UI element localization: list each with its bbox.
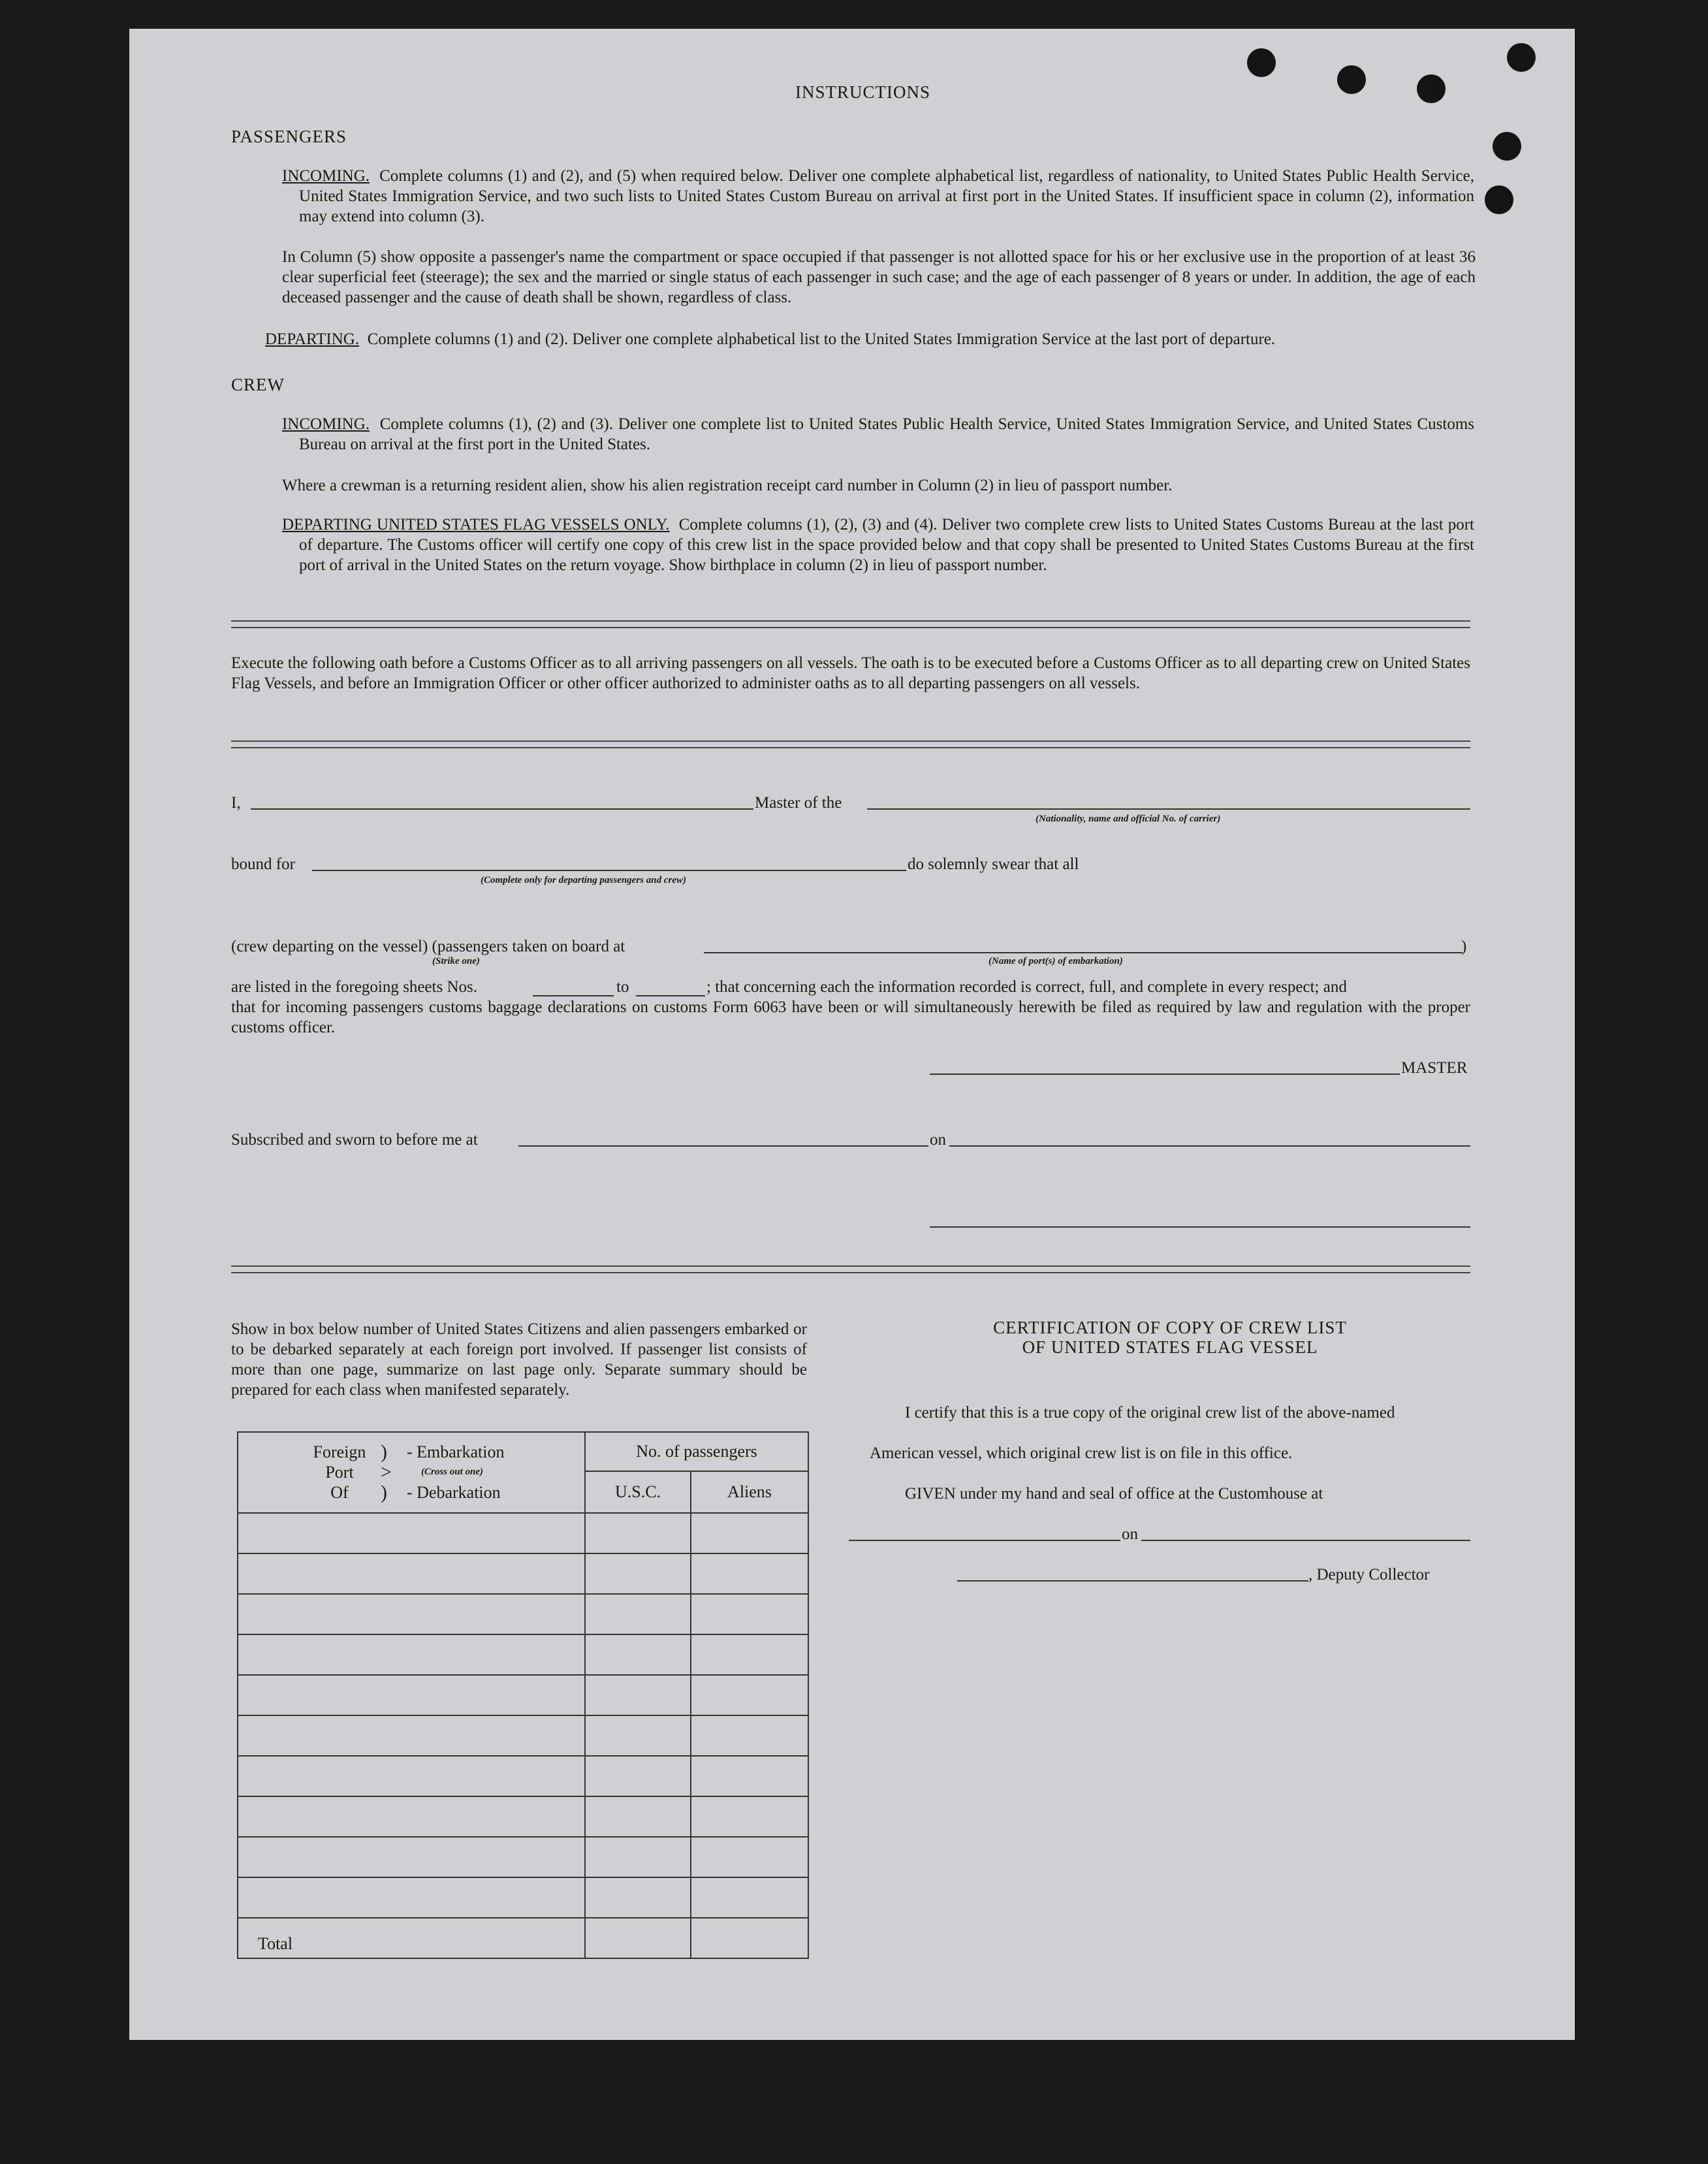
port-cell[interactable] <box>238 1634 585 1675</box>
usc-cell[interactable] <box>585 1715 691 1756</box>
table-row <box>238 1796 808 1837</box>
deputy-collector-label: , Deputy Collector <box>1308 1566 1430 1583</box>
aliens-cell[interactable] <box>691 1756 808 1796</box>
usc-cell[interactable] <box>585 1877 691 1918</box>
oath-swear: do solemnly swear that all <box>908 855 1079 873</box>
passengers-incoming-label: INCOMING. <box>282 167 370 185</box>
no-passengers-header: No. of passengers <box>585 1432 808 1471</box>
embarkation-port-field[interactable] <box>704 952 1463 953</box>
passengers-departing <box>265 329 1476 349</box>
certification-title-1: CERTIFICATION OF COPY OF CREW LIST <box>993 1318 1347 1337</box>
listed-b: ; that concerning each the information recorded is correct, full, and complete in every respect; and <box>706 978 1347 996</box>
oath-subscribed: Subscribed and sworn to before me at <box>231 1131 478 1149</box>
table-row <box>238 1675 808 1715</box>
aliens-total-cell[interactable] <box>691 1918 808 1958</box>
port-cell[interactable] <box>238 1877 585 1918</box>
oath-on: on <box>930 1131 946 1149</box>
section-divider <box>231 740 1470 748</box>
certification-given: GIVEN under my hand and seal of office at the Customhouse at <box>905 1485 1323 1503</box>
section-divider <box>231 1265 1470 1273</box>
crew-resident: Where a crewman is a returning resident alien, show his alien registration receipt card number in Column (2) in lieu of passport number. <box>282 477 1173 494</box>
usc-cell[interactable] <box>585 1837 691 1877</box>
usc-total-cell[interactable] <box>585 1918 691 1958</box>
port-cell[interactable] <box>238 1553 585 1594</box>
usc-cell[interactable] <box>585 1634 691 1675</box>
table-row <box>238 1756 808 1796</box>
port-cell[interactable] <box>238 1513 585 1553</box>
passengers-column5: In Column (5) show opposite a passenger's name the compartment or space occupied if that passenger is not allotted space for his or her exclusive use in the proportion of at least 36 clear superficial feet (steerage); the sex and the married or single status of each passenger in such case; and the age of each passenger of 8 years or under. In addition, the age of each deceased passenger and the cause of death shall be shown, regardless of class. <box>282 248 1476 306</box>
certification-american: American vessel, which original crew list is on file in this office. <box>870 1444 1293 1462</box>
passengers-departing-text: Complete columns (1) and (2). Deliver one complete alphabetical list to the United States Immigration Service at the last port of departure. <box>367 330 1276 348</box>
punch-hole <box>1417 74 1446 103</box>
embarkation-label: - Embarkation <box>407 1442 505 1461</box>
port-label: Port <box>325 1463 354 1482</box>
passengers-heading: PASSENGERS <box>231 127 347 146</box>
table-row <box>238 1634 808 1675</box>
subscribed-date-field[interactable] <box>949 1145 1470 1147</box>
certification-certify: I certify that this is a true copy of the original crew list of the above-named <box>905 1404 1395 1422</box>
punch-hole <box>1337 65 1366 94</box>
aliens-cell[interactable] <box>691 1675 808 1715</box>
oath-bound-for: bound for <box>231 855 295 873</box>
deputy-signature-field[interactable] <box>957 1580 1308 1582</box>
aliens-cell[interactable] <box>691 1594 808 1634</box>
aliens-cell[interactable] <box>691 1513 808 1553</box>
foreign-port-header <box>238 1432 585 1513</box>
cross-out-note: (Cross out one) <box>421 1467 484 1477</box>
oath-listed-line1 <box>231 977 1470 997</box>
port-cell[interactable] <box>238 1715 585 1756</box>
passengers-departing-label: DEPARTING. <box>265 330 360 348</box>
certification-on: on <box>1122 1525 1138 1543</box>
punch-hole <box>1247 48 1276 77</box>
usc-cell[interactable] <box>585 1513 691 1553</box>
bound-for-field[interactable] <box>312 870 906 871</box>
form-sheet <box>129 29 1575 2040</box>
oath-crew-passengers: (crew departing on the vessel) (passengers taken on board at <box>231 938 625 955</box>
of-label: Of <box>330 1483 349 1502</box>
certification-title-2: OF UNITED STATES FLAG VESSEL <box>1022 1337 1318 1357</box>
aliens-cell[interactable] <box>691 1634 808 1675</box>
brace: ) > ) <box>381 1441 392 1503</box>
oath-listed-line2: that for incoming passengers customs baggage declarations on customs Form 6063 have been or will simultaneously herewith be filed as required by law and regulation with the proper customs officer. <box>231 998 1470 1036</box>
total-row <box>238 1918 808 1958</box>
table-header-row <box>238 1432 808 1471</box>
port-cell[interactable] <box>238 1675 585 1715</box>
oath-instruction: Execute the following oath before a Customs Officer as to all arriving passengers on all vessels. The oath is to be executed before a Customs Officer as to all departing crew on United States Flag Vessels, and before an Immigration Officer or other officer authorized to administer oaths as to all departing passengers on all vessels. <box>231 654 1470 692</box>
total-label: Total <box>238 1918 585 1958</box>
complete-note: (Complete only for departing passengers and crew) <box>481 875 686 885</box>
aliens-header: Aliens <box>691 1471 808 1513</box>
section-divider <box>231 620 1470 628</box>
officer-signature-field[interactable] <box>930 1226 1470 1228</box>
crew-departing-label: DEPARTING UNITED STATES FLAG VESSELS ONLY. <box>282 516 670 533</box>
passengers-incoming <box>282 166 1474 227</box>
aliens-cell[interactable] <box>691 1553 808 1594</box>
master-signature-field[interactable] <box>930 1074 1400 1075</box>
punch-hole <box>1493 132 1521 161</box>
crew-departing-text: Complete columns (1), (2), (3) and (4). Deliver two complete crew lists to United States Customs Bureau at the last port of departure. The Customs officer will certify one copy of this crew list in the space provided below and that copy shall be presented to United States Customs Bureau at the first port of arrival in the United States on the return voyage. Show birthplace in column (2) in lieu of passport number. <box>299 516 1475 574</box>
usc-cell[interactable] <box>585 1756 691 1796</box>
oath-master-of: Master of the <box>755 794 842 812</box>
usc-cell[interactable] <box>585 1796 691 1837</box>
crew-incoming <box>282 414 1474 454</box>
crew-incoming-label: INCOMING. <box>282 415 370 433</box>
debarkation-label: - Debarkation <box>407 1483 501 1502</box>
summary-instruction: Show in box below number of United States Citizens and alien passengers embarked or to be debarked separately at each foreign port involved. If passenger list consists of more than one page, summarize on last page only. Separate summary should be prepared for each class when manifested separately. <box>231 1320 807 1399</box>
master-name-field[interactable] <box>251 808 753 810</box>
passengers-incoming-text: Complete columns (1) and (2), and (5) when required below. Deliver one complete alphabetical list, regardless of nationality, to United States Public Health Service, United States Immigration Service, and two such lists to United States Custom Bureau on arrival at first port in the United States. If insufficient space in column (2), information may extend into column (3). <box>299 167 1475 225</box>
sheet-from-field[interactable] <box>533 995 614 996</box>
passenger-summary-table <box>237 1431 809 1959</box>
port-cell[interactable] <box>238 1796 585 1837</box>
usc-cell[interactable] <box>585 1594 691 1634</box>
table-row <box>238 1594 808 1634</box>
table-row <box>238 1877 808 1918</box>
crew-incoming-text: Complete columns (1), (2) and (3). Deliver one complete list to United States Public Health Service, United States Immigration Service, and United States Customs Bureau on arrival at the first port in the United States. <box>299 415 1474 453</box>
aliens-cell[interactable] <box>691 1715 808 1756</box>
nationality-note: (Nationality, name and official No. of carrier) <box>1036 814 1221 824</box>
usc-header: U.S.C. <box>585 1471 691 1513</box>
oath-close-paren: ) <box>1461 938 1467 955</box>
table-row <box>238 1715 808 1756</box>
sheet-to-field[interactable] <box>636 995 705 996</box>
aliens-cell[interactable] <box>691 1796 808 1837</box>
port-cell[interactable] <box>238 1594 585 1634</box>
usc-cell[interactable] <box>585 1675 691 1715</box>
table-row <box>238 1513 808 1553</box>
port-cell[interactable] <box>238 1837 585 1877</box>
strike-one-note: (Strike one) <box>432 956 480 966</box>
carrier-field[interactable] <box>867 808 1470 810</box>
crew-heading: CREW <box>231 375 285 394</box>
punch-hole <box>1507 43 1536 72</box>
aliens-cell[interactable] <box>691 1877 808 1918</box>
page-title: INSTRUCTIONS <box>795 82 931 102</box>
port-cell[interactable] <box>238 1756 585 1796</box>
usc-cell[interactable] <box>585 1553 691 1594</box>
crew-departing <box>282 515 1474 575</box>
table-row <box>238 1837 808 1877</box>
listed-a: are listed in the foregoing sheets Nos. <box>231 978 477 996</box>
foreign-label: Foreign <box>313 1442 366 1461</box>
certification-date-field[interactable] <box>1141 1540 1470 1541</box>
table-row <box>238 1553 808 1594</box>
port-note: (Name of port(s) of embarkation) <box>988 956 1123 966</box>
oath-i: I, <box>231 794 241 812</box>
aliens-cell[interactable] <box>691 1837 808 1877</box>
punch-hole <box>1485 185 1513 214</box>
master-label: MASTER <box>1401 1059 1468 1077</box>
listed-to: to <box>616 978 629 996</box>
customhouse-field[interactable] <box>849 1540 1120 1541</box>
subscribed-place-field[interactable] <box>518 1145 928 1147</box>
